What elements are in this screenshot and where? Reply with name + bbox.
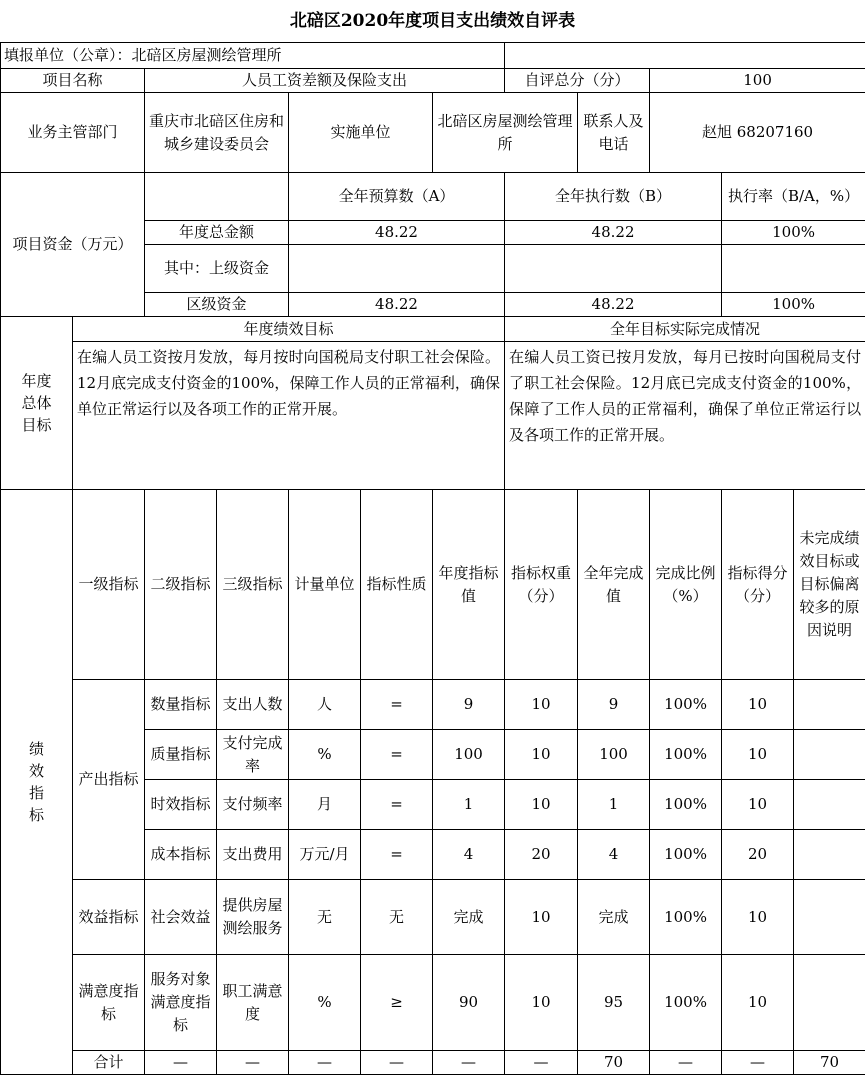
- total-dash: —: [505, 1051, 578, 1075]
- perf-l2: 社会效益: [145, 880, 217, 955]
- perf-actual: 100: [578, 730, 650, 780]
- perf-ratio: 100%: [650, 780, 722, 830]
- funds-rate: 100%: [722, 293, 865, 317]
- funds-rate: 100%: [722, 221, 865, 245]
- project-name-label: 项目名称: [1, 69, 145, 93]
- perf-target: 9: [433, 680, 505, 730]
- perf-weight: 10: [505, 780, 578, 830]
- fill-unit: 填报单位（公章）：北碚区房屋测绘管理所: [1, 43, 505, 69]
- perf-l2: 数量指标: [145, 680, 217, 730]
- perf-header: 完成比例（%）: [650, 490, 722, 680]
- goal-actual-header: 全年目标实际完成情况: [505, 317, 865, 342]
- funds-col-budget: 全年预算数（A）: [289, 173, 505, 221]
- perf-reason: [794, 680, 865, 730]
- perf-target: 100: [433, 730, 505, 780]
- perf-l2: 质量指标: [145, 730, 217, 780]
- goal-actual-text: 在编人员工资已按月发放，每月已按时向国税局支付了职工社会保险。12月底已完成支付资金的100%，保障了工作人员的正常福利，确保了单位正常运行以及各项工作的正常开展。: [505, 342, 865, 490]
- funds-row-label: 区级资金: [145, 293, 289, 317]
- total-dash: —: [145, 1051, 217, 1075]
- funds-row-label: 年度总金额: [145, 221, 289, 245]
- funds-exec: [505, 245, 722, 293]
- funds-rate: [722, 245, 865, 293]
- perf-header: 指标权重（分）: [505, 490, 578, 680]
- total-score: 70: [794, 1051, 865, 1075]
- perf-header: 三级指标: [217, 490, 289, 680]
- perf-reason: [794, 830, 865, 880]
- perf-weight: 10: [505, 730, 578, 780]
- fill-unit-blank: [505, 43, 865, 69]
- perf-l3: 支出人数: [217, 680, 289, 730]
- perf-nature: 无: [361, 880, 433, 955]
- funds-budget: 48.22: [289, 221, 505, 245]
- goal-target-text: 在编人员工资按月发放，每月按时向国税局支付职工社会保险。12月底完成支付资金的100%，保障工作人员的正常福利，确保单位正常运行以及各项工作的正常开展。: [73, 342, 505, 490]
- goal-label: 年度总体目标: [1, 317, 73, 490]
- perf-label: 绩效指标: [1, 490, 73, 1075]
- contact-label: 联系人及电话: [578, 93, 650, 173]
- perf-header: 指标得分（分）: [722, 490, 794, 680]
- perf-weight: 20: [505, 830, 578, 880]
- perf-l2: 时效指标: [145, 780, 217, 830]
- perf-reason: [794, 880, 865, 955]
- funds-budget: [289, 245, 505, 293]
- perf-l1: 效益指标: [73, 880, 145, 955]
- perf-l3: 提供房屋测绘服务: [217, 880, 289, 955]
- perf-nature: =: [361, 830, 433, 880]
- perf-reason: [794, 955, 865, 1051]
- perf-l1: 产出指标: [73, 680, 145, 880]
- funds-col-rate: 执行率（B/A，%）: [722, 173, 865, 221]
- perf-header: 一级指标: [73, 490, 145, 680]
- perf-header: 计量单位: [289, 490, 361, 680]
- perf-reason: [794, 730, 865, 780]
- perf-header: 未完成绩效目标或目标偏离较多的原因说明: [794, 490, 865, 680]
- perf-ratio: 100%: [650, 730, 722, 780]
- perf-target: 90: [433, 955, 505, 1051]
- total-dash: —: [433, 1051, 505, 1075]
- perf-unit: 月: [289, 780, 361, 830]
- total-dash: —: [217, 1051, 289, 1075]
- self-evaluation-table: [0, 42, 865, 1075]
- perf-score: 10: [722, 680, 794, 730]
- perf-nature: =: [361, 730, 433, 780]
- perf-unit: %: [289, 955, 361, 1051]
- perf-l2: 成本指标: [145, 830, 217, 880]
- dept-value: 重庆市北碚区住房和城乡建设委员会: [145, 93, 289, 173]
- perf-ratio: 100%: [650, 830, 722, 880]
- perf-l3: 支付频率: [217, 780, 289, 830]
- perf-l3: 职工满意度: [217, 955, 289, 1051]
- total-dash: —: [650, 1051, 722, 1075]
- perf-unit: %: [289, 730, 361, 780]
- total-score: 100: [650, 69, 865, 93]
- total-dash: —: [361, 1051, 433, 1075]
- perf-weight: 10: [505, 955, 578, 1051]
- perf-actual: 完成: [578, 880, 650, 955]
- perf-l2: 服务对象满意度指标: [145, 955, 217, 1051]
- perf-unit: 无: [289, 880, 361, 955]
- perf-unit: 万元/月: [289, 830, 361, 880]
- perf-l3: 支付完成率: [217, 730, 289, 780]
- total-label: 合计: [73, 1051, 145, 1075]
- funds-col-exec: 全年执行数（B）: [505, 173, 722, 221]
- perf-ratio: 100%: [650, 955, 722, 1051]
- funds-budget: 48.22: [289, 293, 505, 317]
- perf-l3: 支出费用: [217, 830, 289, 880]
- perf-ratio: 100%: [650, 880, 722, 955]
- funds-exec: 48.22: [505, 221, 722, 245]
- perf-actual: 9: [578, 680, 650, 730]
- dept-label: 业务主管部门: [1, 93, 145, 173]
- perf-score: 20: [722, 830, 794, 880]
- perf-weight: 10: [505, 680, 578, 730]
- perf-nature: ≥: [361, 955, 433, 1051]
- funds-label: 项目资金（万元）: [1, 173, 145, 317]
- total-dash: —: [722, 1051, 794, 1075]
- goal-target-header: 年度绩效目标: [73, 317, 505, 342]
- funds-row-label: 其中：上级资金: [145, 245, 289, 293]
- perf-target: 1: [433, 780, 505, 830]
- perf-score: 10: [722, 880, 794, 955]
- perf-l1: 满意度指标: [73, 955, 145, 1051]
- perf-score: 10: [722, 730, 794, 780]
- total-dash: —: [289, 1051, 361, 1075]
- perf-header: 年度指标值: [433, 490, 505, 680]
- impl-label: 实施单位: [289, 93, 433, 173]
- perf-actual: 1: [578, 780, 650, 830]
- perf-score: 10: [722, 780, 794, 830]
- total-weight: 70: [578, 1051, 650, 1075]
- perf-unit: 人: [289, 680, 361, 730]
- total-score-label: 自评总分（分）: [505, 69, 650, 93]
- perf-nature: =: [361, 680, 433, 730]
- perf-header: 二级指标: [145, 490, 217, 680]
- perf-score: 10: [722, 955, 794, 1051]
- perf-header: 指标性质: [361, 490, 433, 680]
- project-name: 人员工资差额及保险支出: [145, 69, 505, 93]
- perf-ratio: 100%: [650, 680, 722, 730]
- perf-target: 完成: [433, 880, 505, 955]
- page-title: 北碚区2020年度项目支出绩效自评表: [289, 11, 576, 31]
- perf-actual: 95: [578, 955, 650, 1051]
- perf-weight: 10: [505, 880, 578, 955]
- contact-value: 赵旭 68207160: [650, 93, 865, 173]
- funds-exec: 48.22: [505, 293, 722, 317]
- perf-header: 全年完成值: [578, 490, 650, 680]
- perf-nature: =: [361, 780, 433, 830]
- perf-actual: 4: [578, 830, 650, 880]
- perf-target: 4: [433, 830, 505, 880]
- perf-reason: [794, 780, 865, 830]
- funds-header-blank: [145, 173, 289, 221]
- impl-value: 北碚区房屋测绘管理所: [433, 93, 578, 173]
